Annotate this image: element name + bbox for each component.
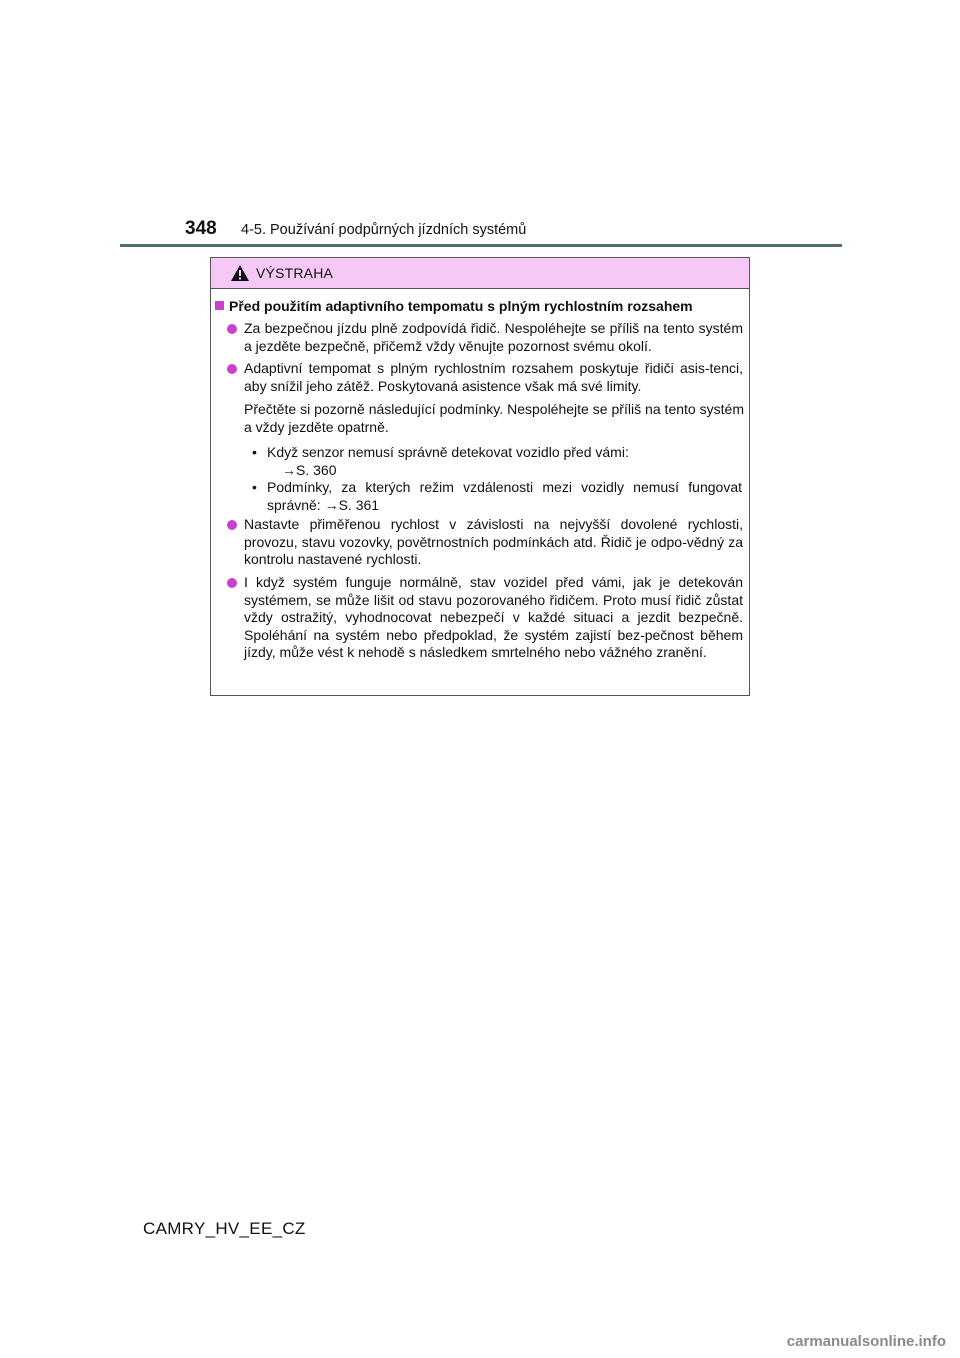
sub-list-item xyxy=(252,444,742,479)
sub-item-text: Když senzor nemusí správně detekovat vozidlo před vámi: xyxy=(267,444,629,460)
document-code: CAMRY_HV_EE_CZ xyxy=(143,1219,306,1238)
page-reference: →S. 360 xyxy=(282,461,337,478)
warning-header xyxy=(211,258,749,289)
list-item xyxy=(227,574,743,662)
bullet-text: Nastavte přiměřenou rychlost v závislosti na nejvyšší dovolené rychlosti, provozu, stavu vozovky, povětrnostních podmínkách atd. Řidič je odpo-vědný za kontrolu nastavené rychlosti. xyxy=(244,516,743,567)
page-number: 348 xyxy=(185,218,217,239)
circle-bullet-icon xyxy=(227,578,237,588)
square-bullet-icon xyxy=(215,301,224,310)
watermark: carmanualsonline.info xyxy=(786,1333,946,1350)
section-title: 4-5. Používání podpůrných jízdních systémů xyxy=(241,222,527,238)
sub-item-text: Podmínky, za kterých režim vzdálenosti mezi vozidly nemusí fungovat správně: →S. 361 xyxy=(267,479,742,513)
bullet-text: Za bezpečnou jízdu plně zodpovídá řidič. Nespoléhejte se příliš na tento systém a jezděte bezpečně, přičemž vždy věnujte pozornost svému okolí. xyxy=(244,320,743,354)
bullet-text: I když systém funguje normálně, stav vozidel před vámi, jak je detekován systémem, se může lišit od stavu pozorovaného řidičem. Proto musí řidič zůstat vždy ostražitý, vyhodnocovat nebezpečí v každé situaci a jezdit bezpečně. Spoléhání na systém nebo předpoklad, že systém zajistí bez-pečnost během jízdy, může vést k nehodě s následkem smrtelného nebo vážného zranění. xyxy=(244,574,743,660)
sub-bullet-marker: • xyxy=(252,444,257,460)
circle-bullet-icon xyxy=(227,520,237,530)
list-item xyxy=(227,516,743,569)
warning-heading xyxy=(215,298,745,316)
warning-box xyxy=(210,257,750,696)
sub-list-item xyxy=(252,479,742,514)
header-divider xyxy=(120,244,842,247)
circle-bullet-icon xyxy=(227,324,237,334)
list-item xyxy=(227,360,743,395)
bullet-text: Adaptivní tempomat s plným rychlostním rozsahem poskytuje řidiči asis-tenci, aby snížil jeho zátěž. Poskytovaná asistence však má své limity. xyxy=(244,360,743,394)
circle-bullet-icon xyxy=(227,364,237,374)
warning-heading-text: Před použitím adaptivního tempomatu s plným rychlostním rozsahem xyxy=(229,298,693,314)
page-header xyxy=(185,218,845,246)
conditions-paragraph: Přečtěte si pozorně následující podmínky. Nespoléhejte se příliš na tento systém a vždy jezděte opatrně. xyxy=(244,401,744,435)
warning-triangle-icon xyxy=(230,264,250,282)
warning-label: VÝSTRAHA xyxy=(256,265,334,281)
list-item xyxy=(227,320,743,355)
sub-bullet-marker: • xyxy=(252,479,257,495)
